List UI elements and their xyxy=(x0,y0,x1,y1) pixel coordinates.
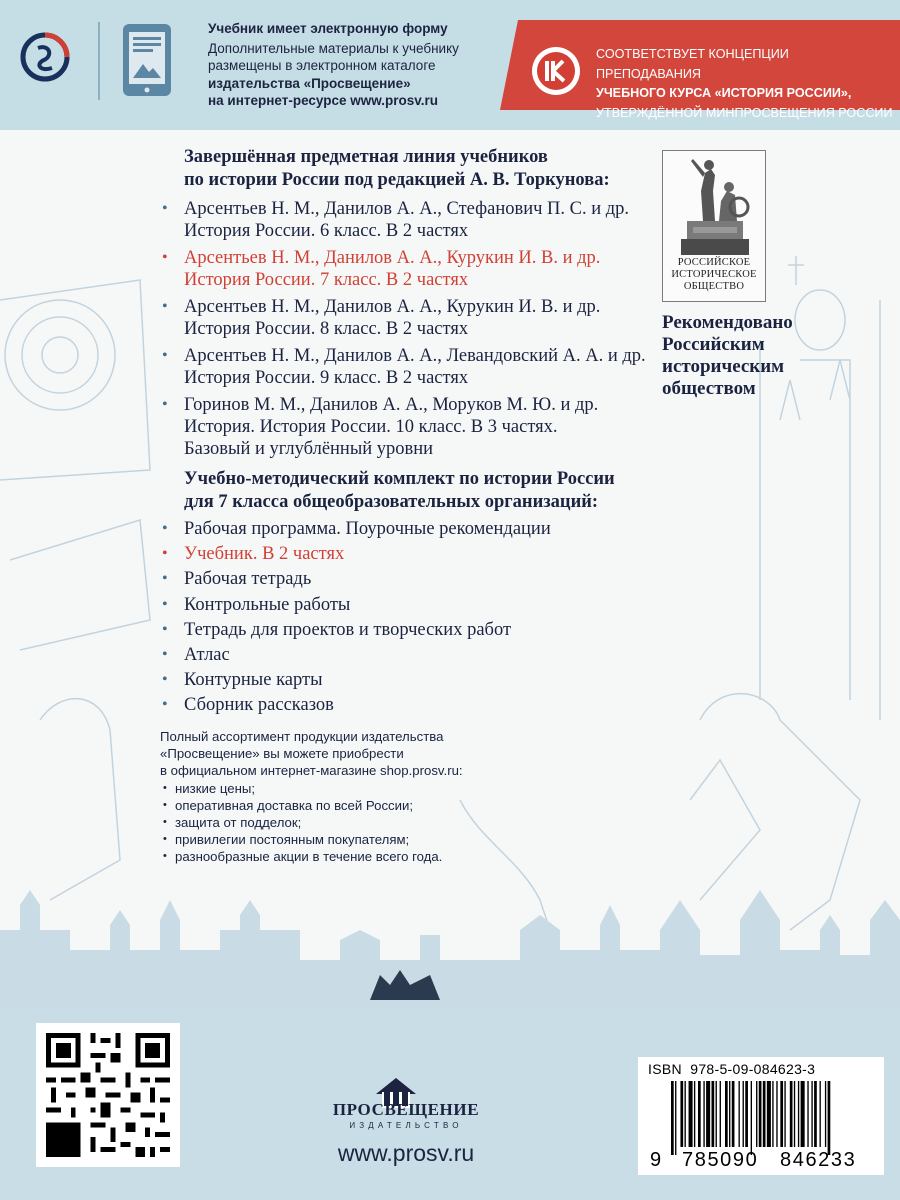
barcode-bar xyxy=(776,1081,777,1147)
barcode-icon xyxy=(671,1081,877,1155)
barcode-bar xyxy=(814,1081,817,1147)
barcode-bar xyxy=(720,1081,721,1147)
kit-heading xyxy=(184,468,615,514)
caption-line: РОССИЙСКОЕ xyxy=(677,257,751,268)
item-line: • Горинов М. М., Данилов А. А., Моруков М. Ю. и др. xyxy=(184,395,599,415)
item-line: • Арсентьев Н. М., Данилов А. А., Левандовский А. А. и др. xyxy=(184,346,646,366)
heading-line: Завершённая предметная линия учебников xyxy=(184,147,548,167)
list-item xyxy=(160,198,646,242)
list-item: • Атлас xyxy=(160,644,551,666)
list-item: • Тетрадь для проектов и творческих работ xyxy=(160,619,551,641)
barcode-bar xyxy=(767,1081,771,1147)
banner-divider xyxy=(98,22,100,100)
barcode-bar xyxy=(689,1081,693,1147)
barcode-bar xyxy=(729,1081,730,1147)
barcode-bar xyxy=(698,1081,701,1147)
publisher-name: ПРОСВЕЩЕНИЕ xyxy=(332,1100,480,1119)
barcode-bar xyxy=(694,1081,695,1147)
isbn-block xyxy=(638,1057,884,1175)
barcode-bar xyxy=(790,1081,793,1147)
rio-caption xyxy=(663,257,765,293)
list-item: • Контурные карты xyxy=(160,669,551,691)
list-item: • Рабочая тетрадь xyxy=(160,568,551,590)
barcode-bar xyxy=(759,1081,762,1147)
list-item: • Рабочая программа. Поурочные рекомендации xyxy=(160,518,551,540)
list-item xyxy=(160,394,646,460)
item-line: История России. 8 класс. В 2 частях xyxy=(184,319,469,339)
tablet-icon xyxy=(121,22,173,98)
eform-line: размещены в электронном каталоге xyxy=(208,58,436,73)
rio-emblem xyxy=(662,150,766,302)
barcode-bar xyxy=(725,1081,728,1147)
heading-line: для 7 класса общеобразовательных организаций: xyxy=(184,492,599,512)
item-line: Базовый и углублённый уровни xyxy=(184,439,434,459)
barcode-bar xyxy=(703,1081,704,1147)
shop-intro-line: «Просвещение» вы можете приобрести xyxy=(160,746,404,762)
heading-line: Учебно-методический комплект по истории России xyxy=(184,469,615,489)
shop-benefits-list xyxy=(160,780,560,866)
line-heading xyxy=(184,146,610,192)
barcode-bar xyxy=(732,1081,735,1147)
item-line: История. История России. 10 класс. В 3 частях. xyxy=(184,417,558,437)
item-line: История России. 6 класс. В 2 частях xyxy=(184,221,469,241)
list-item xyxy=(160,296,646,340)
concept-notice xyxy=(596,45,896,123)
caption-line: ИСТОРИЧЕСКОЕ xyxy=(671,269,757,280)
barcode-bar xyxy=(706,1081,710,1147)
heading-line: по истории России под редакцией А. В. Торкунова: xyxy=(184,170,610,190)
benefit-item: • низкие цены; xyxy=(160,780,560,797)
item-line: • Арсентьев Н. М., Данилов А. А., Курукин И. В. и др. xyxy=(184,297,601,317)
recommendation-line: историческим xyxy=(662,356,785,377)
list-item: • Контрольные работы xyxy=(160,594,551,616)
kit-list xyxy=(160,518,551,720)
isbn-number: ISBN 978-5-09-084623-3 xyxy=(648,1061,816,1077)
publisher-ring-logo-icon xyxy=(20,30,70,84)
barcode-bar xyxy=(675,1081,676,1155)
barcode-bar xyxy=(784,1081,785,1147)
recommendation-line: обществом xyxy=(662,378,756,399)
item-line: История России. 7 класс. В 2 частях xyxy=(184,270,469,290)
barcode-bar xyxy=(798,1081,799,1147)
barcode-bar xyxy=(794,1081,795,1147)
rio-recommendation xyxy=(662,312,862,400)
concept-line: УЧЕБНОГО КУРСА «ИСТОРИЯ РОССИИ», xyxy=(596,86,852,100)
textbook-line-list xyxy=(160,198,646,465)
isbn-digit-group: 846233 xyxy=(780,1149,857,1171)
barcode-bar xyxy=(828,1081,831,1155)
item-line: • Арсентьев Н. М., Данилов А. А., Курукин И. В. и др. xyxy=(184,248,601,268)
item-line: • Арсентьев Н. М., Данилов А. А., Стефанович П. С. и др. xyxy=(184,199,630,219)
eform-line: издательства «Просвещение» xyxy=(208,75,411,91)
benefit-item: • защита от подделок; xyxy=(160,814,560,831)
ik-logo-icon xyxy=(530,45,582,97)
barcode-bar xyxy=(807,1081,808,1147)
electronic-form-notice xyxy=(208,20,508,110)
concept-line: УТВЕРЖДЁННОЙ МИНПРОСВЕЩЕНИЯ РОССИИ xyxy=(596,105,893,120)
isbn-digit-group: 9 xyxy=(650,1149,663,1171)
benefit-item: • разнообразные акции в течение всего года. xyxy=(160,848,560,865)
barcode-bar xyxy=(745,1081,748,1147)
barcode-bar xyxy=(756,1081,757,1147)
eform-line: Дополнительные материалы к учебнику xyxy=(208,40,459,56)
barcode-bar xyxy=(820,1081,821,1147)
shop-intro-line: Полный ассортимент продукции издательства xyxy=(160,729,444,744)
barcode-bar xyxy=(712,1081,715,1147)
shop-info xyxy=(160,728,560,866)
publisher-subtitle: ИЗДАТЕЛЬСТВО xyxy=(349,1121,463,1130)
barcode-bar xyxy=(763,1081,766,1147)
eform-title: Учебник имеет электронную форму xyxy=(208,21,448,36)
minin-pozharsky-monument-icon xyxy=(663,151,767,257)
barcode-bar xyxy=(685,1081,686,1147)
list-item-highlighted xyxy=(160,247,646,291)
item-line: История России. 9 класс. В 2 частях xyxy=(184,368,469,388)
top-banner xyxy=(0,0,900,130)
barcode-bar xyxy=(671,1081,674,1155)
barcode-bar xyxy=(680,1081,683,1147)
barcode-bar xyxy=(716,1081,717,1147)
barcode-bar xyxy=(801,1081,805,1147)
eform-line: на интернет-ресурсе www.prosv.ru xyxy=(208,93,439,108)
recommendation-line: Российским xyxy=(662,334,765,355)
barcode-bar xyxy=(780,1081,783,1147)
barcode-bar xyxy=(811,1081,812,1147)
list-item: • Сборник рассказов xyxy=(160,694,551,716)
recommendation-line: Рекомендовано xyxy=(662,312,793,333)
barcode-bar xyxy=(772,1081,773,1147)
barcode-bar xyxy=(739,1081,740,1147)
publisher-website-link[interactable]: www.prosv.ru xyxy=(337,1140,475,1166)
concept-line: СООТВЕТСТВУЕТ КОНЦЕПЦИИ ПРЕПОДАВАНИЯ xyxy=(596,47,789,81)
shop-intro-line: в официальном интернет-магазине shop.prosv.ru: xyxy=(160,763,463,779)
list-item-highlighted: • Учебник. В 2 частях xyxy=(160,543,551,565)
barcode-bar xyxy=(751,1081,752,1155)
barcode-bar xyxy=(743,1081,744,1147)
barcode-bar xyxy=(825,1081,826,1147)
qr-code-icon[interactable] xyxy=(36,1023,180,1167)
benefit-item: • привилегии постоянным покупателям; xyxy=(160,831,560,848)
list-item xyxy=(160,345,646,389)
caption-line: ОБЩЕСТВО xyxy=(683,281,745,292)
isbn-digit-group: 785090 xyxy=(682,1149,759,1171)
benefit-item: • оперативная доставка по всей России; xyxy=(160,797,560,814)
